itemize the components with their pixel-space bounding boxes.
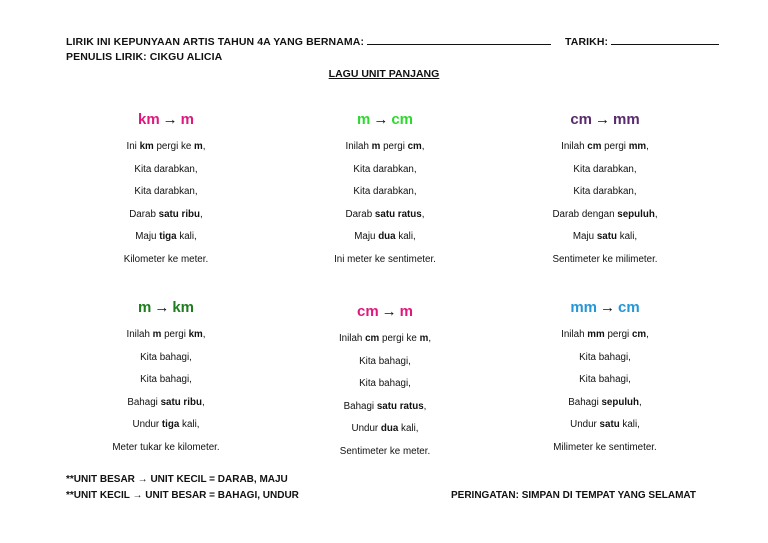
lyric-line xyxy=(285,140,485,163)
lyric-text: pergi xyxy=(380,141,408,152)
verse-cm-to-mm xyxy=(505,110,705,275)
lyric-text: Ini xyxy=(126,141,140,152)
lyric-keyword: satu ratus xyxy=(374,208,422,220)
lyric-text: Maju xyxy=(572,231,597,242)
lyric-line xyxy=(66,163,266,186)
owner-line xyxy=(66,34,719,48)
lyric-line xyxy=(285,163,485,186)
lyric-text: , xyxy=(202,329,206,340)
lyric-text: pergi xyxy=(604,329,632,340)
lyric-text: Bahagi xyxy=(127,396,161,408)
lyric-keyword: dua xyxy=(378,231,396,242)
lyric-line xyxy=(505,396,705,419)
unit-to: cm xyxy=(391,111,414,128)
rule-big-to-small: **UNIT BESAR → UNIT KECIL = DARAB, MAJU xyxy=(66,474,288,485)
lyric-text: pergi xyxy=(601,141,629,152)
lyric-text: Inilah xyxy=(126,329,153,340)
lyric-text: Kita darabkan, xyxy=(573,186,637,197)
lyric-text: , xyxy=(428,333,432,344)
lyric-text: Undur xyxy=(570,419,600,430)
lyric-line xyxy=(66,418,266,441)
verse-km-to-m xyxy=(66,110,266,275)
lyric-line xyxy=(505,328,705,351)
lyric-keyword: m xyxy=(152,329,162,340)
verse-mm-to-cm xyxy=(505,298,705,463)
lyric-text: kali, xyxy=(179,419,200,430)
date-blank[interactable] xyxy=(611,34,719,45)
lyric-text: Sentimeter ke meter. xyxy=(339,445,431,457)
lyric-text: Inilah xyxy=(345,141,372,152)
lyric-text: Maju xyxy=(354,231,379,242)
lyric-text: , xyxy=(646,329,649,340)
lyric-line xyxy=(66,208,266,231)
lyric-text: Ini meter ke sentimeter. xyxy=(334,253,436,265)
lyric-line xyxy=(505,163,705,186)
lyric-text: Inilah xyxy=(561,141,588,152)
lyric-text: Kita bahagi, xyxy=(140,374,192,385)
lyric-keyword: satu ratus xyxy=(376,400,424,412)
lyric-text: , xyxy=(421,208,425,220)
lyric-text: Meter tukar ke kilometer. xyxy=(112,441,220,453)
verse-heading xyxy=(505,110,705,130)
lyric-line xyxy=(66,441,266,464)
lyric-keyword: m xyxy=(194,141,203,152)
lyric-line xyxy=(66,253,266,276)
unit-from: cm xyxy=(356,303,379,320)
arrow-right-icon: → xyxy=(373,111,389,128)
lyric-keyword: satu ribu xyxy=(160,396,202,408)
lyric-keyword: cm xyxy=(365,333,380,344)
lyric-text: Kilometer ke meter. xyxy=(123,253,209,265)
verse-m-to-cm xyxy=(285,110,485,275)
lyric-text: Kita bahagi, xyxy=(359,378,411,389)
lyric-text: Kita bahagi, xyxy=(140,351,192,363)
verse-cm-to-m xyxy=(285,302,485,467)
lyric-line xyxy=(505,208,705,231)
lyric-keyword: sepuluh xyxy=(601,396,640,408)
song-title: LAGU UNIT PANJANG xyxy=(328,68,440,80)
unit-to: cm xyxy=(618,299,640,316)
lyric-line xyxy=(285,230,485,253)
arrow-right-icon: → xyxy=(154,299,170,316)
lyric-keyword: sepuluh xyxy=(617,208,655,220)
lyric-text: Kita darabkan, xyxy=(573,163,637,175)
lyric-text: , xyxy=(423,400,427,412)
lyric-text: Bahagi xyxy=(343,400,377,412)
lyric-line xyxy=(505,441,705,464)
lyric-text: pergi ke xyxy=(153,141,195,152)
lyric-line xyxy=(66,185,266,208)
lyric-text: Darab dengan xyxy=(552,208,618,220)
lyric-keyword: tiga xyxy=(161,419,180,430)
lyric-text: Kita darabkan, xyxy=(353,163,417,175)
unit-from: cm xyxy=(570,111,592,128)
lyric-text: , xyxy=(646,141,649,152)
verse-m-to-km xyxy=(66,298,266,463)
warning-note: PERINGATAN: SIMPAN DI TEMPAT YANG SELAMAT xyxy=(451,490,697,501)
owner-name-blank[interactable] xyxy=(367,34,551,45)
lyric-keyword: cm xyxy=(587,141,602,152)
verse-heading xyxy=(66,110,266,130)
lyric-text: pergi xyxy=(161,329,189,340)
lyric-line xyxy=(285,253,485,276)
date-label: TARIKH: xyxy=(565,36,609,48)
lyric-keyword: dua xyxy=(380,423,399,434)
lyric-text: pergi ke xyxy=(379,333,420,344)
lyric-keyword: km xyxy=(188,329,203,340)
lyric-keyword: mm xyxy=(628,141,647,152)
lyric-line xyxy=(285,355,485,378)
verse-heading xyxy=(285,110,485,130)
arrow-right-icon: → xyxy=(600,299,615,316)
lyric-line xyxy=(66,140,266,163)
unit-from: m xyxy=(137,299,152,316)
lyric-text: , xyxy=(202,141,206,152)
lyric-text: Kita darabkan, xyxy=(134,163,198,175)
verse-heading xyxy=(505,298,705,318)
lyric-text: Sentimeter ke milimeter. xyxy=(552,253,658,265)
lyric-line xyxy=(285,422,485,445)
owner-label: LIRIK INI KEPUNYAAN ARTIS TAHUN 4A YANG BERNAMA: xyxy=(66,36,365,48)
lyric-line xyxy=(66,230,266,253)
lyric-line xyxy=(285,185,485,208)
lyric-writer: PENULIS LIRIK: CIKGU ALICIA xyxy=(66,51,223,63)
lyric-text: kali, xyxy=(616,231,638,242)
lyric-line xyxy=(505,185,705,208)
unit-from: km xyxy=(137,111,160,128)
arrow-right-icon: → xyxy=(162,111,178,128)
lyric-line xyxy=(285,445,485,468)
lyric-keyword: m xyxy=(371,141,381,152)
lyric-text: Kita darabkan, xyxy=(353,186,417,197)
lyric-keyword: tiga xyxy=(159,231,177,242)
lyric-keyword: mm xyxy=(587,329,605,340)
lyric-text: Inilah xyxy=(561,329,588,340)
lyric-keyword: satu xyxy=(596,231,617,242)
lyric-line xyxy=(285,332,485,355)
unit-to: m xyxy=(180,111,195,128)
unit-from: mm xyxy=(570,299,597,316)
lyric-line xyxy=(285,208,485,231)
lyric-line xyxy=(66,351,266,374)
lyric-line xyxy=(505,230,705,253)
lyric-keyword: cm xyxy=(407,141,422,152)
lyric-line xyxy=(505,140,705,163)
lyric-line xyxy=(66,396,266,419)
lyric-keyword: m xyxy=(419,333,429,344)
lyric-text: Milimeter ke sentimeter. xyxy=(553,441,657,453)
unit-from: m xyxy=(356,111,371,128)
lyric-text: Bahagi xyxy=(568,396,602,408)
lyric-line xyxy=(66,328,266,351)
lyric-text: kali, xyxy=(395,231,416,242)
lyric-text: , xyxy=(200,208,203,220)
lyric-text: , xyxy=(654,208,658,220)
lyric-line xyxy=(285,377,485,400)
lyric-line xyxy=(505,418,705,441)
lyric-line xyxy=(505,253,705,276)
lyric-text: Undur xyxy=(351,423,381,434)
lyric-line xyxy=(505,373,705,396)
lyric-text: Inilah xyxy=(338,333,366,344)
verse-heading xyxy=(285,302,485,322)
lyric-text: kali, xyxy=(398,423,419,434)
arrow-right-icon: → xyxy=(595,111,610,128)
lyric-text: Darab xyxy=(129,208,159,220)
unit-to: km xyxy=(172,299,195,316)
lyric-text: Darab xyxy=(345,208,375,220)
lyric-text: , xyxy=(639,396,642,408)
lyric-text: Kita bahagi, xyxy=(359,355,411,367)
lyric-text: kali, xyxy=(619,419,640,430)
lyric-text: , xyxy=(201,396,205,408)
unit-to: mm xyxy=(613,111,640,128)
lyric-line xyxy=(505,351,705,374)
lyric-line xyxy=(66,373,266,396)
lyric-keyword: km xyxy=(139,141,154,152)
lyric-line xyxy=(285,400,485,423)
arrow-right-icon: → xyxy=(381,303,397,320)
lyric-text: , xyxy=(421,141,425,152)
lyric-text: Kita bahagi, xyxy=(579,374,631,385)
lyric-text: Undur xyxy=(132,419,162,430)
lyric-text: Kita darabkan, xyxy=(134,186,198,197)
unit-to: m xyxy=(399,303,414,320)
lyric-keyword: satu xyxy=(599,419,620,430)
verse-heading xyxy=(66,298,266,318)
lyric-keyword: cm xyxy=(631,329,647,340)
lyric-keyword: satu ribu xyxy=(158,208,201,220)
rule-small-to-big: **UNIT KECIL → UNIT BESAR = BAHAGI, UNDUR xyxy=(66,490,299,501)
lyric-text: kali, xyxy=(176,231,197,242)
lyric-text: Maju xyxy=(135,231,160,242)
lyric-text: Kita bahagi, xyxy=(579,351,631,363)
